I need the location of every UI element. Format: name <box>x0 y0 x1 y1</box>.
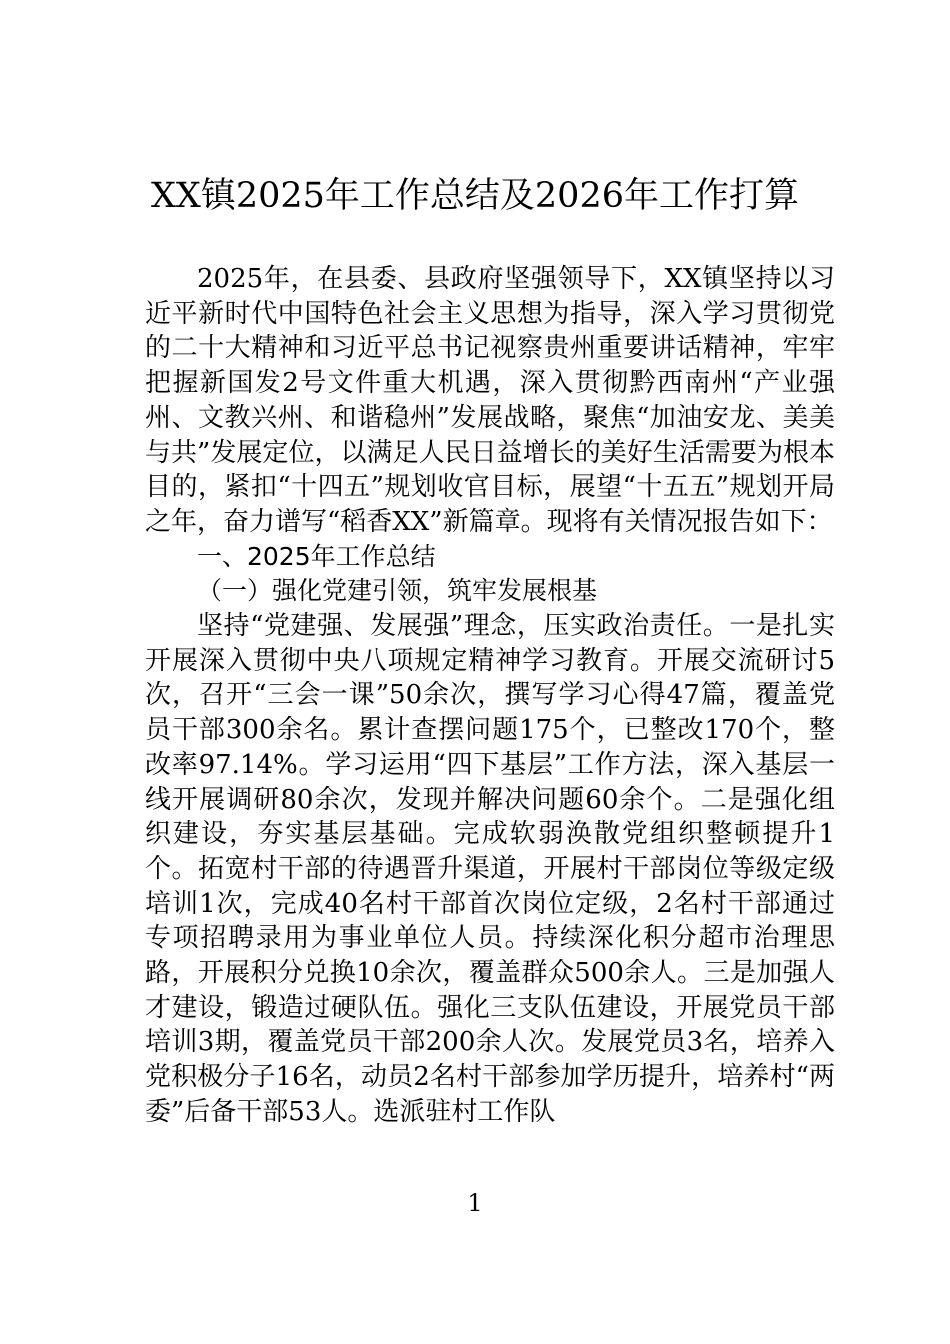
document-body <box>145 262 835 1130</box>
section-heading: 一、2025年工作总结 <box>197 541 436 571</box>
subsection-heading: （一）强化党建引领，筑牢发展根基 <box>197 576 598 606</box>
page-number: 1 <box>467 1189 483 1217</box>
body-paragraph: 坚持“党建强、发展强”理念，压实政治责任。一是扎实开展深入贯彻中央八项规定精神学习教育。开展交流研讨5次，召开“三会一课”50余次，撰写学习心得47篇，覆盖党员干部300余名。累计查摆问题175个，已整改170个，整改率97.14%。学习运用“四下基层”工作方法，深入基层一线开展调研80余次，发现并解决问题60余个。二是强化组织建设，夯实基层基础。完成软弱涣散党组织整顿提升1个。拓宽村干部的待遇晋升渠道，开展村干部岗位等级定级培训1次，完成40名村干部首次岗位定级，2名村干部通过专项招聘录用为事业单位人员。持续深化积分超市治理思路，开展积分兑换10余次，覆盖群众500余人。三是加强人才建设，锻造过硬队伍。强化三支队伍建设，开展党员干部培训3期，覆盖党员干部200余人次。发展党员3名，培养入党积极分子16名，动员2名村干部参加学历提升，培养村“两委”后备干部53人。选派驻村工作队 <box>145 611 835 1127</box>
intro-paragraph: 2025年，在县委、县政府坚强领导下，XX镇坚持以习近平新时代中国特色社会主义思想为指导，深入学习贯彻党的二十大精神和习近平总书记视察贵州重要讲话精神，牢牢把握新国发2号文件重大机遇，深入贯彻黔西南州“产业强州、文教兴州、和谐稳州”发展战略，聚焦“加油安龙、美美与共”发展定位，以满足人民日益增长的美好生活需要为根本目的，紧扣“十四五”规划收官目标，展望“十五五”规划开局之年，奋力谱写“稻香XX”新篇章。现将有关情况报告如下： <box>145 264 835 537</box>
document-title: XX镇2025年工作总结及2026年工作打算 <box>151 176 799 216</box>
